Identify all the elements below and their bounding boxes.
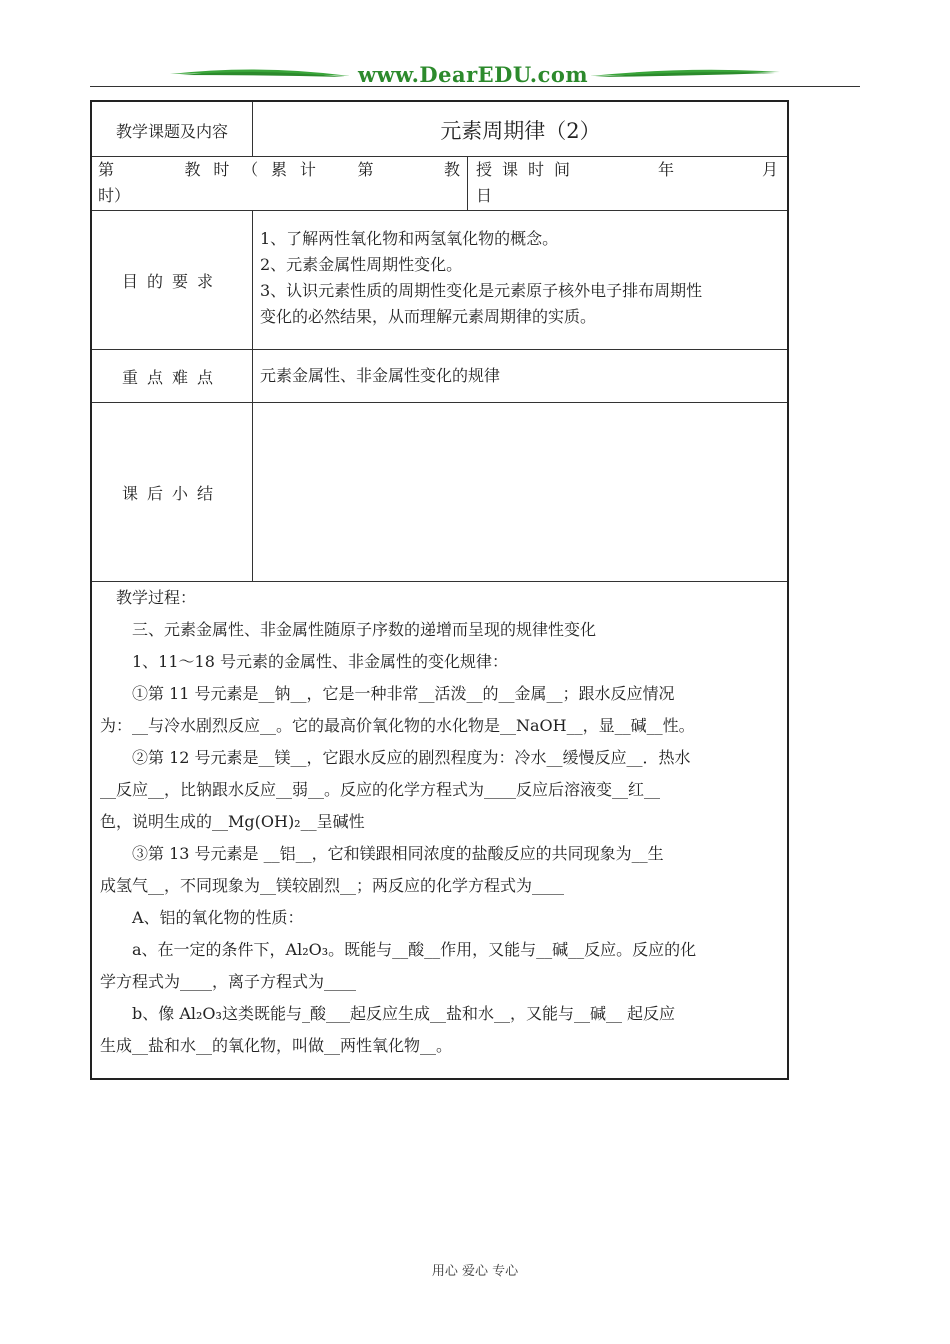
page-header	[90, 58, 860, 90]
topic-row	[92, 100, 787, 157]
time-line-1: 授课时间 年 月	[476, 160, 778, 179]
header-divider	[90, 86, 860, 87]
process-line: 1、11～18 号元素的金属性、非金属性的变化规律：	[100, 652, 508, 671]
time-line-2: 日	[476, 186, 493, 205]
process-line: 生成__盐和水__的氧化物，叫做__两性氧化物__。	[100, 1036, 453, 1055]
process-line: A、铝的氧化物的性质：	[100, 908, 304, 927]
site-logo: www.DearEDU.com	[358, 62, 589, 87]
goal-item: 1、了解两性氧化物和两氢氧化物的概念。	[260, 229, 559, 248]
process-line: 学方程式为____，离子方程式为____	[100, 972, 357, 991]
period-line-2: 时）	[98, 186, 131, 205]
goal-item: 2、元素金属性周期性变化。	[260, 255, 463, 274]
lesson-title: 元素周期律（2）	[440, 119, 601, 143]
process-line: b、像 Al₂O₃这类既能与_酸___起反应生成__盐和水__，又能与__碱__ 起反应	[100, 1004, 676, 1023]
goals-list	[260, 226, 785, 330]
process-section	[92, 582, 787, 1078]
column-divider	[252, 211, 253, 349]
process-line: ③第 13 号元素是 __铝__，它和镁跟相同浓度的盐酸反应的共同现象为__生	[100, 844, 664, 863]
process-line: 色，说明生成的__Mg(OH)₂__呈碱性	[100, 812, 365, 831]
column-divider	[467, 157, 468, 210]
column-divider	[252, 350, 253, 402]
column-divider	[252, 102, 253, 156]
key-points-row	[92, 350, 787, 403]
key-points-value: 元素金属性、非金属性变化的规律	[260, 366, 501, 385]
process-line: __反应__，比钠跟水反应__弱__。反应的化学方程式为____反应后溶液变__红__	[100, 780, 661, 799]
swoosh-right-icon	[590, 68, 780, 80]
page-footer: 用心 爱心 专心	[431, 1264, 519, 1279]
lesson-sheet	[90, 100, 789, 1080]
goals-row	[92, 211, 787, 350]
time-cell	[476, 157, 778, 209]
summary-label: 课后小结	[121, 484, 222, 503]
key-points-label: 重点难点	[121, 368, 222, 387]
topic-label: 教学课题及内容	[115, 122, 228, 141]
column-divider	[252, 403, 253, 581]
period-cell	[98, 157, 460, 209]
goal-item: 3、认识元素性质的周期性变化是元素原子核外电子排布周期性	[260, 281, 703, 300]
process-line: 教学过程：	[100, 588, 197, 607]
process-line: a、在一定的条件下，Al₂O₃。既能与__酸__作用，又能与__碱__反应。反应的化	[100, 940, 697, 959]
goals-label: 目的要求	[121, 272, 222, 291]
summary-row	[92, 403, 787, 582]
period-row	[92, 157, 787, 211]
goal-item: 变化的必然结果，从而理解元素周期律的实质。	[260, 307, 597, 326]
process-line: ②第 12 号元素是__镁__，它跟水反应的剧烈程度为：冷水__缓慢反应__．热水	[100, 748, 691, 767]
process-line: ①第 11 号元素是__钠__，它是一种非常__活泼__的__金属__；跟水反应情况	[100, 684, 675, 703]
process-line: 三、元素金属性、非金属性随原子序数的递增而呈现的规律性变化	[100, 620, 597, 639]
swoosh-left-icon	[170, 68, 350, 80]
period-line-1: 第 教时（累计 第 教	[98, 160, 460, 179]
process-line: 为：__与冷水剧烈反应__。它的最高价氧化物的水化物是__NaOH__，显__碱__性。	[100, 716, 695, 735]
process-text	[100, 582, 779, 1062]
process-line: 成氢气__，不同现象为__镁较剧烈__；两反应的化学方程式为____	[100, 876, 565, 895]
